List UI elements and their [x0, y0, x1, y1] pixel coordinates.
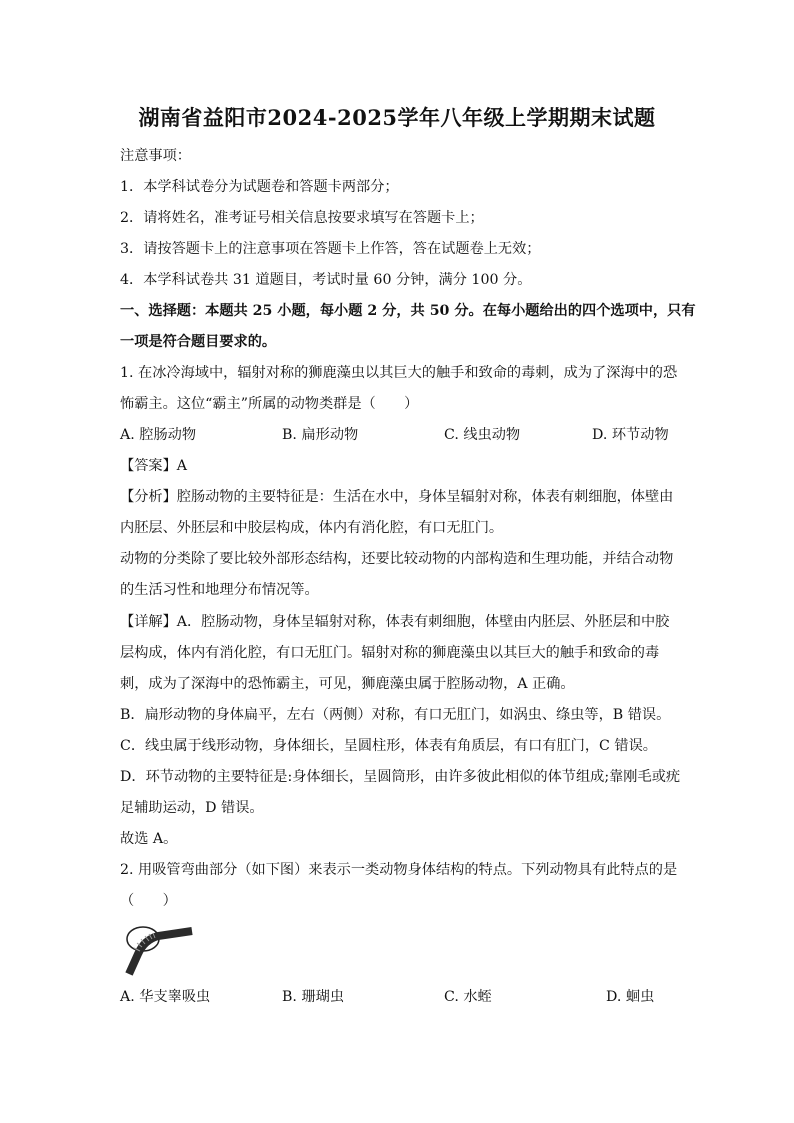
notice-heading: 注意事项：	[120, 148, 191, 164]
q1-detail-line-8: 故选 A。	[120, 831, 178, 847]
bent-straw-figure	[122, 922, 194, 978]
q1-analysis-line-3: 动物的分类除了要比较外部形态结构，还要比较动物的内部构造和生理功能，并结合动物	[120, 551, 674, 567]
q1-detail-line-4: B．扁形动物的身体扁平，左右（两侧）对称，有口无肛门，如涡虫、绦虫等，B 错误。	[120, 707, 671, 723]
straw-body	[129, 931, 192, 974]
q1-detail-line-3: 刺，成为了深海中的恐怖霸主，可见，狮鹿藻虫属于腔肠动物，A 正确。	[120, 676, 575, 692]
q1-analysis-line-4: 的生活习性和地理分布情况等。	[120, 582, 319, 598]
q1-detail-line-6: D．环节动物的主要特征是:身体细长，呈圆筒形，由许多彼此相似的体节组成;靠刚毛或疣	[120, 769, 681, 785]
q1-option-a: A. 腔肠动物	[120, 427, 197, 443]
notice-item-1: 1．本学科试卷分为试题卷和答题卡两部分；	[120, 179, 399, 195]
q2-stem-line-1: 2. 用吸管弯曲部分（如下图）来表示一类动物身体结构的特点。下列动物具有此特点的是	[120, 862, 678, 878]
q1-analysis-line-2: 内胚层、外胚层和中胶层构成，体内有消化腔，有口无肛门。	[120, 520, 504, 536]
q1-option-d: D. 环节动物	[592, 427, 669, 443]
section-heading-line-1: 一、选择题：本题共 25 小题，每小题 2 分，共 50 分。在每小题给出的四个选项中，只有	[120, 303, 696, 319]
q1-option-b: B. 扁形动物	[282, 427, 359, 443]
q1-analysis-line-1: 【分析】腔肠动物的主要特征是：生活在水中，身体呈辐射对称，体表有刺细胞，体壁由	[120, 489, 674, 505]
q2-option-c: C. 水蛭	[444, 989, 492, 1005]
q2-option-b: B. 珊瑚虫	[282, 989, 345, 1005]
notice-item-4: 4．本学科试卷共 31 道题目，考试时量 60 分钟，满分 100 分。	[120, 272, 532, 288]
q2-option-d: D. 蛔虫	[606, 989, 655, 1005]
q2-stem-line-2: （ ）	[120, 893, 177, 909]
q1-detail-line-7: 足辅助运动，D 错误。	[120, 800, 264, 816]
q1-option-c: C. 线虫动物	[444, 427, 521, 443]
notice-item-3: 3．请按答题卡上的注意事项在答题卡上作答，答在试题卷上无效；	[120, 241, 541, 257]
q2-option-a: A. 华支睾吸虫	[120, 989, 211, 1005]
q1-answer: 【答案】A	[120, 458, 187, 474]
page-title: 湖南省益阳市2024-2025学年八年级上学期期末试题	[138, 105, 656, 130]
notice-item-2: 2．请将姓名，准考证号相关信息按要求填写在答题卡上；	[120, 210, 484, 226]
q1-detail-line-1: 【详解】A．腔肠动物，身体呈辐射对称，体表有刺细胞，体壁由内胚层、外胚层和中胶	[120, 614, 670, 630]
q1-stem-line-1: 1. 在冰冷海域中，辐射对称的狮鹿藻虫以其巨大的触手和致命的毒刺，成为了深海中的恐	[120, 365, 678, 381]
q1-stem-line-2: 怖霸主。这位“霸主”所属的动物类群是（ ）	[120, 396, 419, 412]
q1-detail-line-2: 层构成，体内有消化腔，有口无肛门。辐射对称的狮鹿藻虫以其巨大的触手和致命的毒	[120, 645, 660, 661]
q1-detail-line-5: C．线虫属于线形动物，身体细长，呈圆柱形，体表有角质层，有口有肛门，C 错误。	[120, 738, 657, 754]
section-heading-line-2: 一项是符合题目要求的。	[120, 334, 277, 350]
